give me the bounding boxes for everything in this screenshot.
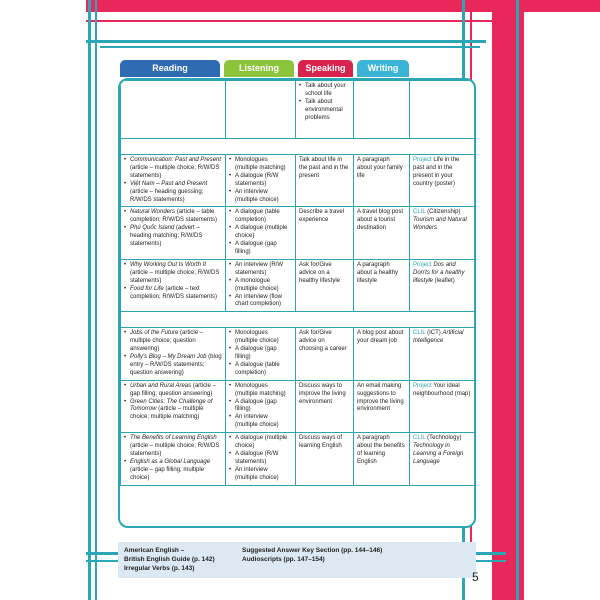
table-row [121, 380, 475, 432]
appendix-col-2 [242, 546, 382, 564]
list-item: • An interview (R/W statements) [229, 262, 292, 278]
cell-listening [226, 155, 296, 207]
list-item: • An interview (multiple choice) [229, 414, 292, 430]
project-tag: CLIL [413, 435, 426, 442]
header-reading: Reading [120, 60, 220, 77]
project-tag: Project [413, 382, 432, 389]
cell-speaking: Describe a travel experience [296, 207, 354, 259]
list-item: • A dialogue (multiple choice) [229, 435, 292, 451]
table-row-spacer [121, 312, 475, 328]
cell-project [410, 155, 475, 207]
cell-reading [121, 81, 226, 139]
table-row [121, 81, 475, 139]
cell-speaking: Ask for/Give advice on choosing a career [296, 328, 354, 380]
list-item: • Communication: Past and Present (article – multiple choice; R/W/DS statements) [124, 157, 222, 181]
list-item: • Urban and Rural Areas (article – gap filling; question answering) [124, 383, 222, 399]
list-item: • Food for Life (article – text completion; R/W/DS statements) [124, 286, 222, 302]
cell-project [410, 380, 475, 432]
reading-title: Natural Wonders [130, 209, 176, 216]
decorative-stripe [95, 0, 97, 600]
cell-writing: An email making suggestions to improve the living environment [354, 380, 410, 432]
cell-listening [226, 380, 296, 432]
list-item: • Polly's Blog – My Dream Job (blog entry – R/W/DS statements; question answering) [124, 354, 222, 378]
cell-reading [121, 433, 226, 485]
reading-title: Green Cities: The Challenge of Tomorrow [130, 398, 213, 413]
project-text: (Technology) Technology in Learning a Foreign Language [413, 435, 464, 465]
reading-title: English as a Global Language [130, 458, 211, 465]
cell-reading [121, 207, 226, 259]
listening-list [229, 209, 292, 256]
reading-list [124, 157, 222, 204]
cell-reading [121, 328, 226, 380]
cell-writing: A blog post about your dream job [354, 328, 410, 380]
decorative-stripe [86, 20, 506, 22]
reading-title: Urban and Rural Areas [130, 382, 192, 389]
cell-project [410, 433, 475, 485]
cell-project [410, 207, 475, 259]
list-item: • An interview (multiple choice) [229, 189, 292, 205]
project-text: Life in the past and in the present in your country (poster) [413, 157, 460, 187]
list-item: • A dialogue (table completion) [229, 209, 292, 225]
reading-list [124, 435, 222, 482]
project-tag: CLIL [413, 330, 426, 337]
listening-list [229, 330, 292, 377]
reading-title: Việt Nam – Past and Present [130, 180, 208, 187]
reading-title: Jobs of the Future [130, 330, 179, 337]
list-item: • An interview (flow chart completion) [229, 294, 292, 310]
list-item: • English as a Global Language (article – gap filling; multiple choice) [124, 459, 222, 483]
cell-listening [226, 207, 296, 259]
table-row [121, 259, 475, 311]
list-item: • A dialogue (gap filling) [229, 241, 292, 257]
page-number: 5 [472, 570, 479, 584]
decorative-stripe [492, 0, 524, 600]
decorative-stripe [516, 0, 519, 600]
cell-project [410, 259, 475, 311]
list-item: • A dialogue (gap filling) [229, 346, 292, 362]
list-item: • Natural Wonders (article – table completion; R/W/DS statements) [124, 209, 222, 225]
list-item: • Monologues (multiple matching) [229, 383, 292, 399]
appendix-col-1 [124, 546, 215, 573]
list-item: • Jobs of the Future (article – multiple choice; question answering) [124, 330, 222, 354]
list-item: • Monologues (multiple choice) [229, 330, 292, 346]
list-item: • Monologues (multiple matching) [229, 157, 292, 173]
appendix-box [118, 542, 476, 578]
list-item: • Phú Quốc Island (advert – heading matching; R/W/DS statements) [124, 225, 222, 249]
project-text: (Citizenship) Tourism and Natural Wonders [413, 209, 467, 232]
reading-title: Polly's Blog – My Dream Job [130, 354, 207, 361]
project-title: Artificial Intelligence [413, 330, 464, 345]
project-title: Technology in Learning a Foreign Language [413, 443, 464, 465]
table-row [121, 328, 475, 380]
cell-writing: A paragraph about the benefits of learning English [354, 433, 410, 485]
list-item: • Talk about environmental problems [299, 99, 350, 123]
list-item: • A dialogue (multiple choice) [229, 225, 292, 241]
list-item: • A dialogue (gap filling) [229, 399, 292, 415]
list-item: • A dialogue (R/W statements) [229, 451, 292, 467]
list-item: • The Benefits of Learning English (article – multiple choice; R/W/DS statements) [124, 435, 222, 459]
list-item: • A dialogue (R/W statements) [229, 173, 292, 189]
contents-table [118, 78, 476, 528]
list-item: • Why Working Out Is Worth It (article – multiple choice; R/W/DS statements) [124, 262, 222, 286]
cell-writing: A paragraph about a healthy lifestyle [354, 259, 410, 311]
cell-reading [121, 259, 226, 311]
table-row-spacer [121, 139, 475, 155]
appendix-link: American English – [124, 547, 185, 554]
listening-list [229, 157, 292, 204]
list-item: • Talk about your school life [299, 83, 350, 99]
reading-title: The Benefits of Learning English [130, 435, 217, 442]
appendix-link: Irregular Verbs (p. 143) [124, 565, 195, 573]
reading-title: Food for Life [130, 285, 164, 292]
list-item: • A monologue (multiple choice) [229, 278, 292, 294]
project-text: (ICT) Artificial Intelligence [413, 330, 464, 345]
listening-list [229, 435, 292, 482]
reading-title: Communication: Past and Present [130, 157, 222, 163]
header-writing: Writing [357, 60, 409, 77]
project-text: Your ideal neighbourhood (map) [413, 382, 471, 397]
header-speaking: Speaking [298, 60, 353, 77]
project-title: Dos and Don'ts for a healthy lifestyle [413, 261, 465, 284]
reading-list [124, 330, 222, 377]
project-tag: Project [413, 261, 432, 268]
table-row [121, 433, 475, 485]
reading-title: Phú Quốc Island [130, 225, 175, 232]
cell-speaking [296, 81, 354, 139]
project-tag: Project [413, 157, 432, 163]
cell-speaking: Talk about life in the past and in the present [296, 155, 354, 207]
cell-project [410, 81, 475, 139]
list-item: • An interview (multiple choice) [229, 467, 292, 483]
cell-listening [226, 433, 296, 485]
cell-speaking: Discuss ways to improve the living environment [296, 380, 354, 432]
reading-list [124, 262, 222, 302]
decorative-stripe [88, 0, 91, 600]
cell-reading [121, 380, 226, 432]
list-item: • Green Cities: The Challenge of Tomorrow (article – multiple choice; multiple matching) [124, 399, 222, 423]
project-text: Dos and Don'ts for a healthy lifestyle (leaflet) [413, 261, 465, 284]
cell-speaking: Ask for/Give advice on a healthy lifestyle [296, 259, 354, 311]
table-row [121, 155, 475, 207]
cell-writing: A travel blog post about a tourist destination [354, 207, 410, 259]
cell-writing [354, 81, 410, 139]
cell-listening [226, 81, 296, 139]
listening-list [229, 383, 292, 430]
reading-list [124, 383, 222, 423]
project-tag: CLIL [413, 209, 426, 216]
listening-list [229, 262, 292, 309]
list-item: • A dialogue (table completion) [229, 362, 292, 378]
reading-list [124, 209, 222, 249]
header-listening: Listening [224, 60, 294, 77]
reading-title: Why Working Out Is Worth It [130, 261, 207, 268]
decorative-stripe [100, 46, 480, 48]
appendix-link: British English Guide (p. 142) [124, 556, 215, 564]
appendix-link: Suggested Answer Key Section (pp. 144–146) [242, 547, 383, 554]
list-item: • Việt Nam – Past and Present (article – heading guessing; R/W/DS statements) [124, 181, 222, 205]
cell-listening [226, 328, 296, 380]
cell-project [410, 328, 475, 380]
cell-reading [121, 155, 226, 207]
cell-writing: A paragraph about your family life [354, 155, 410, 207]
cell-listening [226, 259, 296, 311]
decorative-stripe [86, 40, 486, 43]
cell-speaking: Discuss ways of learning English [296, 433, 354, 485]
appendix-link: Audioscripts (pp. 147–154) [242, 556, 325, 564]
table-row [121, 207, 475, 259]
project-title: Tourism and Natural Wonders [413, 217, 467, 232]
